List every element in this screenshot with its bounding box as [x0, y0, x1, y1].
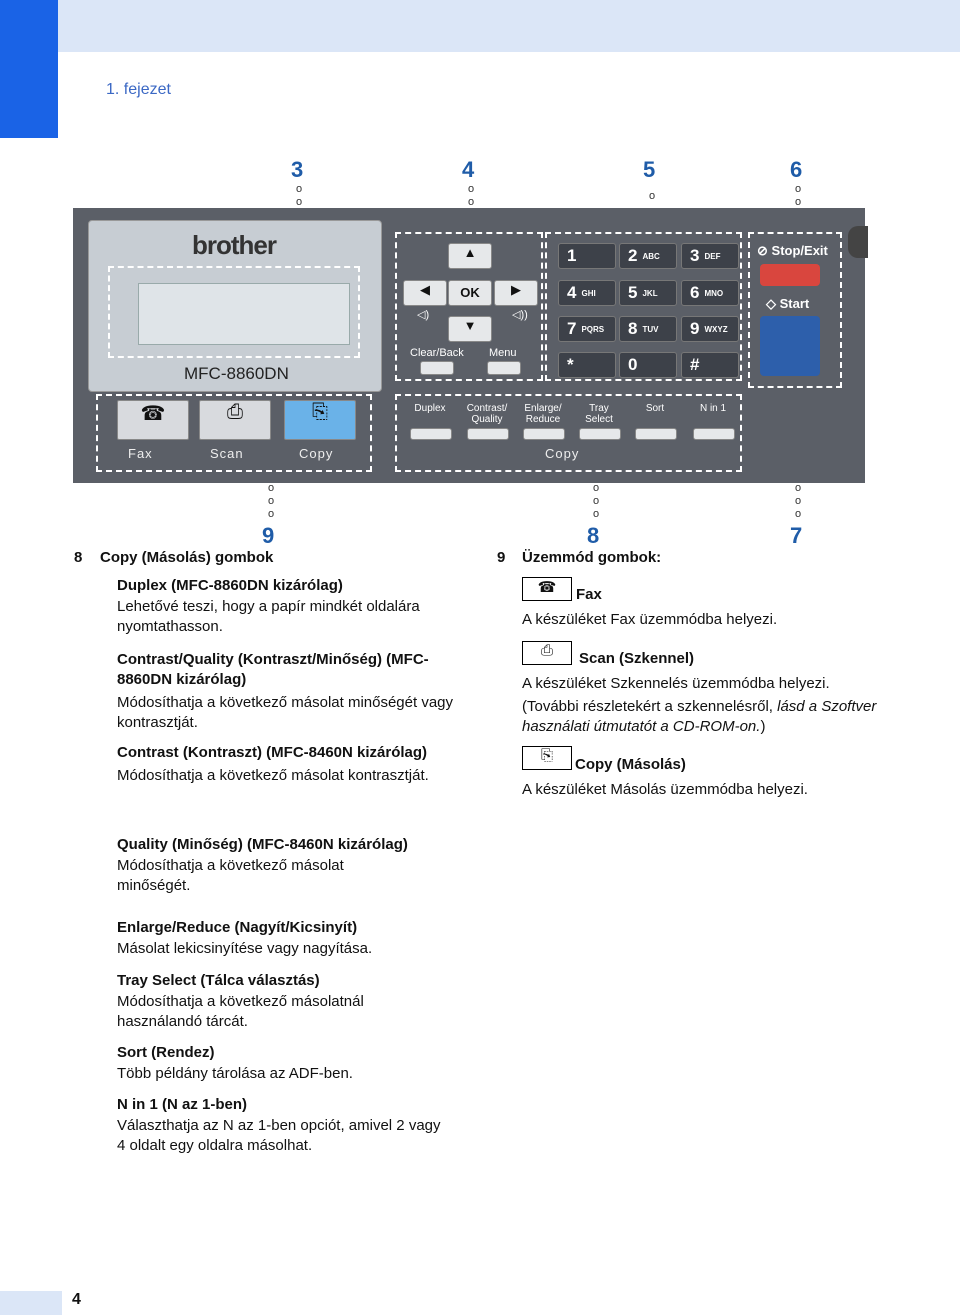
copy-group-label: Copy: [545, 446, 580, 461]
copy-button-label: Enlarge/ Reduce: [524, 403, 562, 425]
dial-key-number: 6: [690, 283, 700, 302]
callout-7: 7: [790, 523, 803, 548]
scan-note-suffix: ): [760, 718, 766, 735]
item-title: N in 1 (N az 1-ben): [117, 1096, 248, 1113]
callout-6: 6: [790, 157, 803, 182]
item-sort: [117, 1044, 457, 1084]
header-band: [0, 0, 960, 52]
copy-button-label: Sort: [645, 403, 665, 414]
copy-button-4[interactable]: [635, 428, 677, 440]
copy-button-icon: ⎘: [522, 746, 572, 770]
down-arrow-icon: ▼: [463, 318, 477, 333]
fax-title: Fax: [576, 586, 602, 603]
item-duplex: [117, 577, 457, 637]
callout-4: 4: [462, 157, 475, 182]
copy-mode-label: Copy: [299, 446, 334, 461]
dial-key-2[interactable]: [619, 243, 677, 269]
lcd-outline: [108, 266, 360, 358]
page-number: 4: [72, 1291, 81, 1308]
item-title: Contrast (Kontraszt) (MFC-8460N kizárólag): [117, 744, 428, 761]
section-9-title: Üzemmód gombok:: [522, 549, 662, 566]
item-title: Enlarge/Reduce (Nagyít/Kicsinyít): [117, 919, 358, 936]
callout-8: 8: [587, 523, 600, 548]
callout-8-leader: o o o: [592, 482, 600, 520]
dial-key-letters: TUV: [642, 325, 659, 335]
start-button[interactable]: [760, 316, 820, 376]
section-8-title: Copy (Másolás) gombok: [100, 549, 274, 566]
scan-icon: ⎙: [227, 401, 243, 423]
ok-button[interactable]: OK: [448, 280, 492, 306]
item-body: Módosíthatja a következő másolat minőségét.: [117, 857, 344, 894]
stop-exit-text: Stop/Exit: [771, 243, 828, 258]
dial-key-number: 5: [628, 283, 638, 302]
item-body: Módosíthatja a következő másolatnál használandó tárcát.: [117, 993, 364, 1030]
dial-key-9[interactable]: [681, 316, 739, 342]
dial-key-number: 1: [567, 246, 577, 265]
item-body: Több példány tárolása az ADF-ben.: [117, 1065, 353, 1082]
copy-button-label: N in 1: [699, 403, 727, 414]
menu-label: Menu: [489, 347, 517, 359]
dial-key-6[interactable]: [681, 280, 739, 306]
copy-mode-button[interactable]: [284, 400, 356, 440]
panel-edge-logo: [848, 226, 868, 258]
callout-3: 3: [291, 157, 304, 182]
brand-logo: brother: [192, 230, 276, 260]
copy-title: Copy (Másolás): [575, 756, 686, 773]
dial-key-5[interactable]: [619, 280, 677, 306]
dial-key-letters: PQRS: [581, 325, 605, 335]
item-title: Duplex (MFC-8860DN kizárólag): [117, 577, 343, 594]
item-enlarge-reduce: [117, 919, 477, 959]
dial-key-number: 9: [690, 319, 700, 338]
item-body: Módosíthatja a következő másolat minőségét vagy kontrasztját.: [117, 694, 454, 731]
left-arrow-button[interactable]: [403, 280, 447, 306]
dial-key-8[interactable]: [619, 316, 677, 342]
scan-button-icon: ⎙: [522, 641, 572, 665]
dial-key-letters: MNO: [704, 289, 724, 299]
stop-icon: ⊘: [757, 243, 768, 258]
item-body: Másolat lekicsinyítése vagy nagyítása.: [117, 940, 373, 957]
dial-key-letters: WXYZ: [704, 325, 728, 335]
stop-exit-label: [757, 243, 828, 259]
chapter-title: 1. fejezet: [106, 81, 171, 98]
start-label: [766, 296, 809, 312]
dial-key-letters: DEF: [704, 252, 721, 262]
scan-note: [522, 697, 882, 737]
dial-key-4[interactable]: [558, 280, 616, 306]
item-title: Quality (Minőség) (MFC-8460N kizárólag): [117, 836, 408, 853]
dial-key-3[interactable]: [681, 243, 739, 269]
chapter-tab: [0, 0, 58, 138]
dial-key-number: 8: [628, 319, 638, 338]
dial-key-number: 0: [628, 355, 638, 374]
callout-7-leader: o o o: [794, 482, 802, 520]
item-title: Sort (Rendez): [117, 1044, 215, 1061]
menu-button[interactable]: [487, 361, 521, 375]
stop-exit-button[interactable]: [760, 264, 820, 286]
copy-button-5[interactable]: [693, 428, 735, 440]
right-arrow-button[interactable]: [494, 280, 538, 306]
scan-body: A készüléket Szkennelés üzemmódba helyezi.: [522, 675, 830, 692]
dial-key-number: 2: [628, 246, 638, 265]
callout-9-leader: o o o: [267, 482, 275, 520]
callout-5: 5: [643, 157, 656, 182]
item-body: Lehetővé teszi, hogy a papír mindkét oldalára nyomtathasson.: [117, 598, 420, 635]
fax-icon: ☎: [140, 403, 166, 425]
dial-key-hash[interactable]: [681, 352, 739, 378]
callout-5-leader: o: [648, 190, 656, 202]
scan-mode-button[interactable]: [199, 400, 271, 440]
fax-body: A készüléket Fax üzemmódba helyezi.: [522, 611, 778, 628]
dial-key-number: *: [567, 355, 574, 374]
item-title: Contrast/Quality (Kontraszt/Minőség) (MFC-8860DN kizárólag): [117, 651, 429, 688]
item-quality: [117, 836, 477, 896]
page-number-tab: [0, 1291, 62, 1315]
up-arrow-icon: ▲: [463, 245, 477, 260]
model-name: MFC-8860DN: [184, 364, 289, 383]
section-9-number: 9: [497, 549, 506, 566]
clear-back-button[interactable]: [420, 361, 454, 375]
start-icon: ◇: [766, 296, 776, 311]
right-arrow-icon: ▶: [511, 282, 521, 297]
copy-button-label: Tray Select: [585, 403, 613, 425]
clear-back-label: Clear/Back: [410, 347, 464, 359]
dial-key-7[interactable]: [558, 316, 616, 342]
fax-mode-label: Fax: [128, 446, 153, 461]
dial-key-number: #: [690, 355, 700, 374]
item-contrast-quality: [117, 650, 457, 733]
start-text: Start: [779, 296, 810, 311]
volume-up-icon: ◁)): [512, 309, 528, 321]
copy-button-0[interactable]: [410, 428, 452, 440]
dial-key-number: 4: [567, 283, 577, 302]
dial-key-letters: JKL: [642, 289, 658, 299]
section-8-number: 8: [74, 549, 83, 566]
callout-6-leader: o o: [794, 183, 802, 208]
copy-button-1[interactable]: [467, 428, 509, 440]
dial-key-0[interactable]: [619, 352, 677, 378]
scan-mode-label: Scan: [210, 446, 244, 461]
left-arrow-icon: ◀: [420, 282, 430, 297]
copy-button-label: Contrast/ Quality: [466, 403, 508, 425]
item-n-in-1: [117, 1096, 447, 1156]
item-title: Tray Select (Tálca választás): [117, 972, 320, 989]
scan-title: Scan (Szkennel): [579, 650, 695, 667]
dial-key-letters: GHI: [581, 289, 596, 299]
scan-note-italic: lásd a Szoftver használati útmutatót a CD-ROM-on.: [522, 698, 877, 735]
scan-note-prefix: (További részletekért a szkennelésről,: [522, 698, 778, 715]
up-arrow-button[interactable]: [448, 243, 492, 269]
fax-button-icon: ☎: [522, 577, 572, 601]
item-tray-select: [117, 972, 457, 1032]
item-body: Módosíthatja a következő másolat kontrasztját.: [117, 767, 429, 784]
dial-key-star[interactable]: [558, 352, 616, 378]
copy-button-2[interactable]: [523, 428, 565, 440]
dial-key-number: 3: [690, 246, 700, 265]
callout-3-leader: o o: [295, 183, 303, 208]
down-arrow-button[interactable]: [448, 316, 492, 342]
volume-down-icon: ◁): [417, 309, 430, 321]
item-contrast: [117, 742, 457, 786]
fax-mode-button[interactable]: [117, 400, 189, 440]
dial-key-number: 7: [567, 319, 577, 338]
callout-4-leader: o o: [467, 183, 475, 208]
callout-9: 9: [262, 523, 275, 548]
copy-button-3[interactable]: [579, 428, 621, 440]
copy-body: A készüléket Másolás üzemmódba helyezi.: [522, 781, 808, 798]
item-body: Választhatja az N az 1-ben opciót, amivel 2 vagy 4 oldalt egy oldalra másolhat.: [117, 1117, 441, 1154]
dial-key-letters: ABC: [642, 252, 660, 262]
copy-button-label: Duplex: [414, 403, 446, 414]
dial-key-1[interactable]: [558, 243, 616, 269]
copy-icon: ⎘: [312, 401, 328, 423]
